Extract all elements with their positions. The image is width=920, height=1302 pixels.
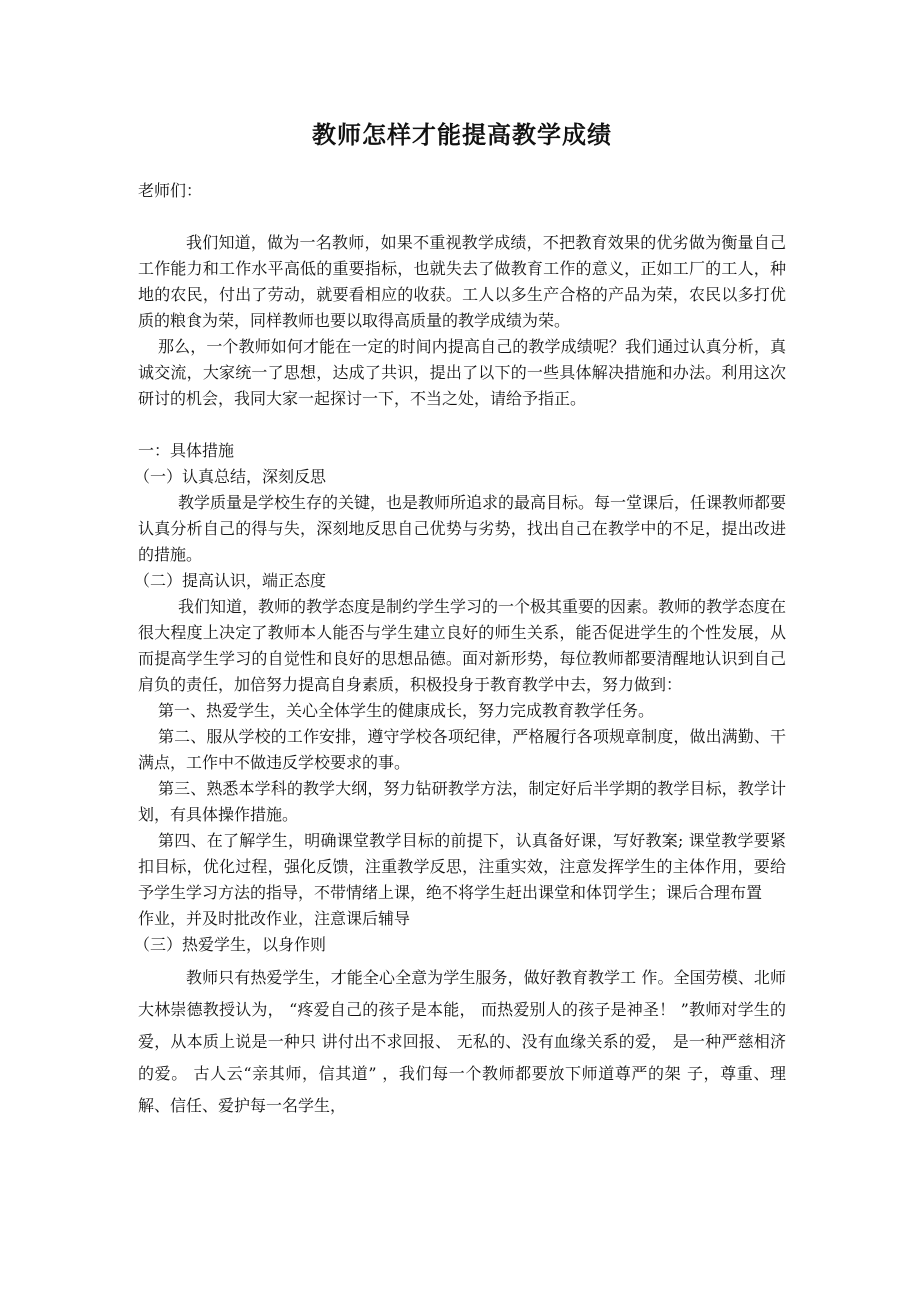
list-item-continuation: 作业，并及时批改作业，注意课后辅导 [138, 909, 411, 928]
list-item: 第三、熟悉本学科的教学大纲，努力钻研教学方法，制定好后半学期的教学目标，教学计划，有具体操作措施。 [138, 779, 786, 824]
subsection-heading-3: （三）热爱学生，以身作则 [134, 935, 327, 954]
list-item: 第四、在了解学生，明确课堂教学目标的前提下，认真备好课，写好教案; 课堂教学要紧扣目标，优化过程，强化反馈，注重教学反思，注重实效，注意发挥学生的主体作用，要给予学生学习方法的指导，不带情绪上课，绝不将学生赶出课堂和体罚学生；课后合理布置 [138, 831, 786, 902]
salutation: 老师们： [138, 181, 203, 200]
subsection-text-2: 我们知道，教师的教学态度是制约学生学习的一个极其重要的因素。教师的教学态度在很大程度上决定了教师本人能否与学生建立良好的师生关系，能否促进学生的个性发展，从而提高学生学习的自觉性和良好的思想品德。面对新形势，每位教师都要清醒地认识到自己肩负的责任，加倍努力提高自身素质，积极投身于教育教学中去，努力做到： [138, 597, 787, 694]
paragraph-question: 那么，一个教师如何才能在一定的时间内提高自己的教学成绩呢？我们通过认真分析，真诚交流，大家统一了思想，达成了共识，提出了以下的一些具体解决措施和办法。利用这次研讨的机会，我同大家一起探讨一下，不当之处，请给予指正。 [138, 337, 786, 408]
spacer [138, 412, 786, 438]
document-title: 教师怎样才能提高教学成绩 [312, 121, 612, 149]
subsection-heading-2: （二）提高认识，端正态度 [134, 571, 327, 590]
document-body [134, 178, 787, 1122]
subsection-heading-1: （一）认真总结，深刻反思 [134, 467, 327, 486]
list-item: 第二、服从学校的工作安排，遵守学校各项纪律，严格履行各项规章制度，做出满勤、干满点，工作中不做违反学校要求的事。 [138, 727, 786, 772]
paragraph-intro: 我们知道，做为一名教师，如果不重视教学成绩，不把教育效果的优劣做为衡量自己工作能力和工作水平高低的重要指标，也就失去了做教育工作的意义，正如工厂的工人，种地的农民，付出了劳动，就要看相应的收获。工人以多生产合格的产品为荣，农民以多打优质的粮食为荣，同样教师也要以取得高质量的教学成绩为荣。 [138, 233, 786, 330]
document-page [134, 0, 787, 1302]
section-heading: 一：具体措施 [138, 441, 235, 460]
subsection-text-1: 教学质量是学校生存的关键，也是教师所追求的最高目标。每一堂课后，任课教师都要认真分析自己的得与失，深刻地反思自己优势与劣势，找出自己在教学中的不足，提出改进的措施。 [138, 493, 787, 564]
subsection-text-3: 教师只有热爱学生，才能全心全意为学生服务，做好教育教学工 作。全国劳模、北师大林崇德教授认为， “疼爱自己的孩子是本能， 而热爱别人的孩子是神圣！ ”教师对学生的爱，从本质上说是一种只 讲付出不求回报、 无私的、没有血缘关系的爱， 是一种严慈相济的爱。 古人云“亲其师，信其道” ，我们每一个教师都要放下师道尊严的架 子，尊重、理解、信任、爱护每一名学生， [138, 968, 786, 1115]
list-item: 第一、热爱学生，关心全体学生的健康成长，努力完成教育教学任务。 [158, 701, 655, 720]
